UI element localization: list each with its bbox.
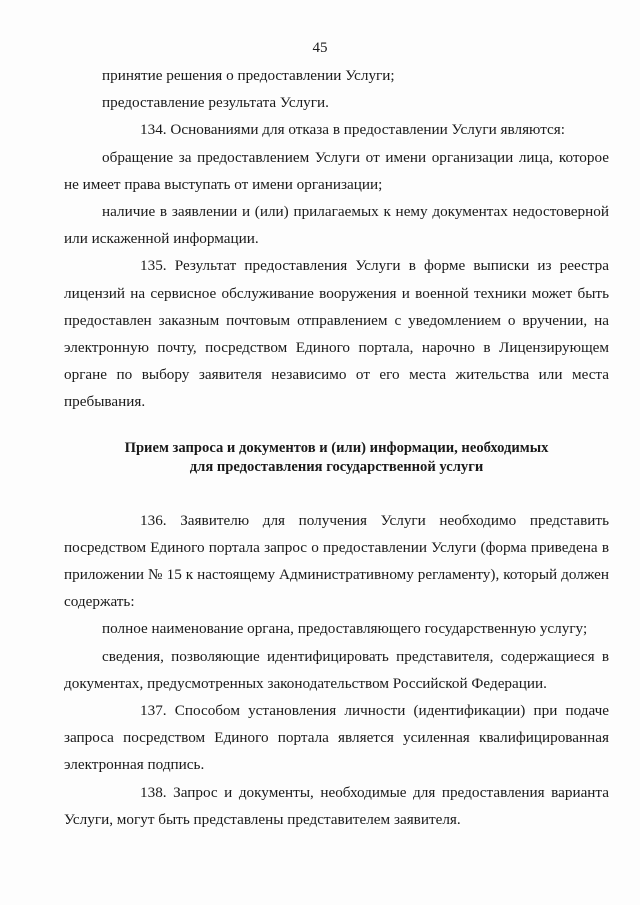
paragraph: сведения, позволяющие идентифицировать представителя, содержащиеся в документах, предусмотренных законодательством Российской Федерации.: [64, 647, 609, 692]
paragraph-135: 135. Результат предоставления Услуги в форме выписки из реестра лицензий на сервисное обслуживание вооружения и военной техники может быть предоставлен заказным почтовым отправлением с уведомлением о вручении, на электронную почту, посредством Единого портала, нарочно в Лицензирующем органе по выбору заявителя независимо от его места жительства или места пребывания.: [64, 252, 609, 415]
paragraph-138: 138. Запрос и документы, необходимые для предоставления варианта Услуги, могут быть представлены представителем заявителя.: [64, 779, 609, 833]
paragraph: обращение за предоставлением Услуги от имени организации лица, которое не имеет права выступать от имени организации;: [64, 148, 609, 193]
paragraph: предоставление результата Услуги.: [102, 94, 329, 112]
paragraph: принятие решения о предоставлении Услуги;: [102, 67, 395, 84]
document-body: [64, 62, 609, 833]
paragraphs-bottom: [64, 507, 609, 833]
paragraph-number: 138.: [140, 783, 167, 801]
paragraph-number: 135.: [140, 257, 167, 275]
section-heading-line-2: для предоставления государственной услуги: [189, 458, 484, 475]
paragraph-134: 134. Основаниями для отказа в предоставлении Услуги являются:: [64, 116, 609, 143]
paragraph-number: 137.: [140, 702, 167, 720]
section-heading-line-1: Прием запроса и документов и (или) информации, необходимых: [124, 439, 549, 456]
paragraph-136: 136. Заявителю для получения Услуги необходимо представить посредством Единого портала запрос о предоставлении Услуги (форма приведена в приложении № 15 к настоящему Административному регламенту), который должен содержать:: [64, 507, 609, 616]
paragraph: полное наименование органа, предоставляющего государственную услугу;: [102, 620, 588, 638]
paragraph: наличие в заявлении и (или) прилагаемых к нему документах недостоверной или искаженной информации.: [64, 203, 609, 248]
paragraph-137: 137. Способом установления личности (идентификации) при подаче запроса посредством Единого портала является усиленная квалифицированная электронная подпись.: [64, 697, 609, 779]
paragraph-number: 136.: [140, 511, 167, 529]
section-heading: [64, 439, 609, 477]
page-number: 45: [312, 40, 328, 56]
paragraph-number: 134.: [140, 121, 167, 139]
paragraphs-top: [64, 62, 609, 416]
